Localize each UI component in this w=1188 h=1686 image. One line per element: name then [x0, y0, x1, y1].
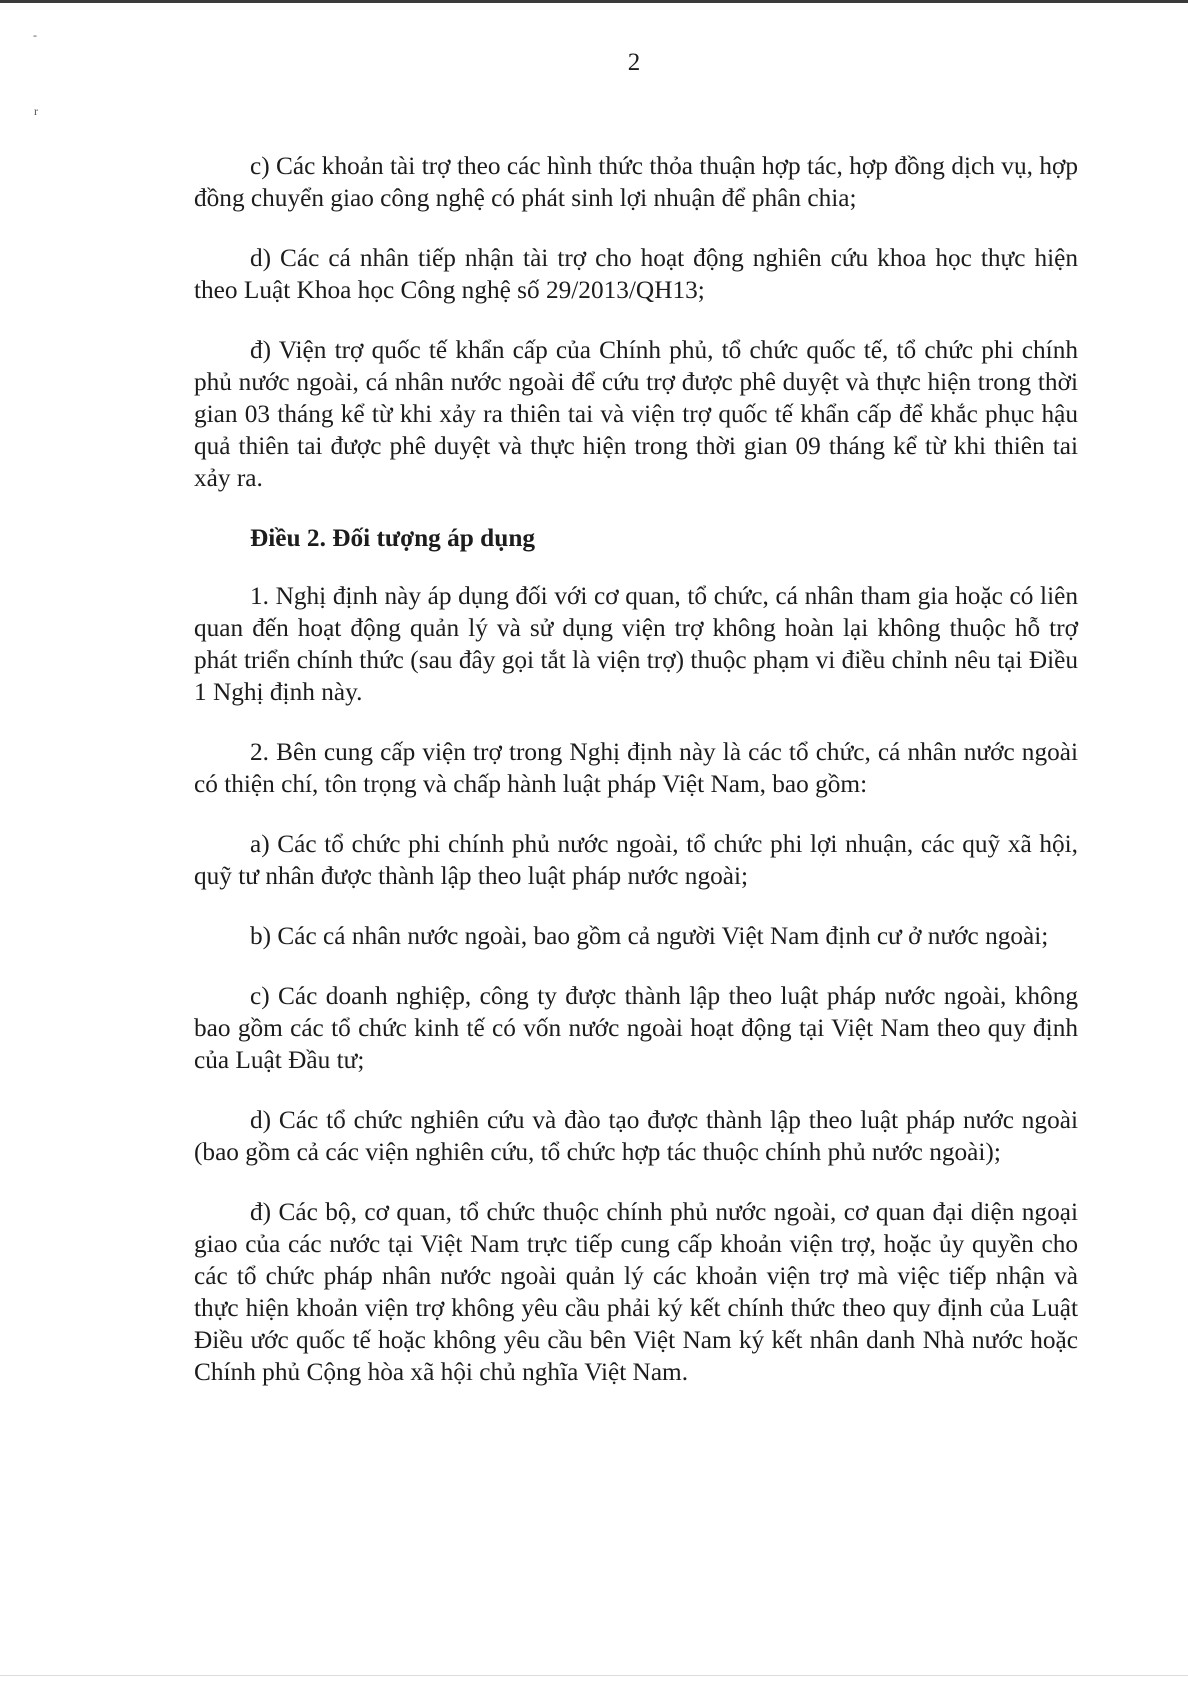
paragraph-item-1: 1. Nghị định này áp dụng đối với cơ quan, tổ chức, cá nhân tham gia hoặc có liên quan đến hoạt động quản lý và sử dụng viện trợ không hoàn lại không thuộc hỗ trợ phát triển chính thức (sau đây gọi tắt là viện trợ) thuộc phạm vi điều chỉnh nêu tại Điều 1 Nghị định này.: [194, 582, 1078, 706]
paragraph-clause-dd2: đ) Các bộ, cơ quan, tổ chức thuộc chính phủ nước ngoài, cơ quan đại diện ngoại giao của các nước tại Việt Nam trực tiếp cung cấp khoản viện trợ, hoặc ủy quyền cho các tổ chức pháp nhân nước ngoài quản lý các khoản viện trợ mà việc tiếp nhận và thực hiện khoản viện trợ không yêu cầu phải ký kết chính thức theo quy định của Luật Điều ước quốc tế hoặc không yêu cầu bên Việt Nam ký kết nhân danh Nhà nước hoặc Chính phủ Cộng hòa xã hội chủ nghĩa Việt Nam.: [194, 1198, 1078, 1386]
margin-mark: -: [33, 28, 37, 42]
paragraph-clause-a: a) Các tổ chức phi chính phủ nước ngoài, tổ chức phi lợi nhuận, các quỹ xã hội, quỹ tư nhân được thành lập theo luật pháp nước ngoài;: [194, 830, 1078, 890]
article-heading: Điều 2. Đối tượng áp dụng: [250, 524, 536, 552]
document-body: [194, 150, 1078, 1416]
paragraph-clause-d: d) Các cá nhân tiếp nhận tài trợ cho hoạt động nghiên cứu khoa học thực hiện theo Luật Khoa học Công nghệ số 29/2013/QH13;: [194, 244, 1078, 304]
paragraph-item-2: 2. Bên cung cấp viện trợ trong Nghị định này là các tổ chức, cá nhân nước ngoài có thiện chí, tôn trọng và chấp hành luật pháp Việt Nam, bao gồm:: [194, 738, 1078, 798]
paragraph-clause-b: b) Các cá nhân nước ngoài, bao gồm cả người Việt Nam định cư ở nước ngoài;: [250, 922, 1049, 950]
margin-mark: r: [34, 104, 38, 118]
paragraph-clause-c: c) Các khoản tài trợ theo các hình thức thỏa thuận hợp tác, hợp đồng dịch vụ, hợp đồng chuyển giao công nghệ có phát sinh lợi nhuận để phân chia;: [194, 152, 1078, 212]
paragraph-clause-c2: c) Các doanh nghiệp, công ty được thành lập theo luật pháp nước ngoài, không bao gồm các tổ chức kinh tế có vốn nước ngoài hoạt động tại Việt Nam theo quy định của Luật Đầu tư;: [194, 982, 1078, 1074]
paragraph-clause-dd: đ) Viện trợ quốc tế khẩn cấp của Chính phủ, tổ chức quốc tế, tổ chức phi chính phủ nước ngoài, cá nhân nước ngoài để cứu trợ được phê duyệt và thực hiện trong thời gian 03 tháng kể từ khi xảy ra thiên tai và viện trợ quốc tế khẩn cấp để khắc phục hậu quả thiên tai được phê duyệt và thực hiện trong thời gian 09 tháng kể từ khi thiên tai xảy ra.: [194, 336, 1078, 492]
paragraph-clause-d2: d) Các tổ chức nghiên cứu và đào tạo được thành lập theo luật pháp nước ngoài (bao gồm cả các viện nghiên cứu, tổ chức hợp tác thuộc chính phủ nước ngoài);: [194, 1106, 1078, 1166]
page-number: 2: [627, 49, 641, 76]
scan-bottom-edge: [0, 1675, 1188, 1676]
scan-top-edge: [0, 0, 1188, 3]
